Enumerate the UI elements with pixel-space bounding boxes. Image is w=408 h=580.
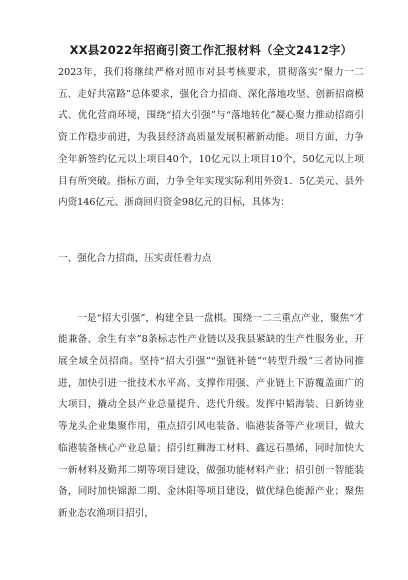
section-body-paragraph: 一是“招大引强”，构建全县一盘棋。围绕一二三重点产业，聚焦“才能兼备、余生有幸”8条标志性产业链以及我县紧缺的生产性服务业，开展全域全员招商。坚持“招大引强”“强链补链”“转型升级”三者协同推进，加快引进一批技术水平高、支撑作用强、产业链上下游覆盖面广的大项目，撬动全县产业总量提升、迭代升级。发挥中韬海装、日新铸业等龙头企业集聚作用，重点招引风电装备、临港装备等产业项目，做大临港装备核心产业总量；招引红狮海工材料、鑫远石墨烯，同时加快大一新材料及勤邦二期等项目建设，做强功能材料产业；招引创一智能装备，同时加快锦源二期、金沐阳等项目建设，做优绿色能源产业；聚焦新业态农渔项目招引， bbox=[58, 312, 364, 519]
intro-paragraph: 2023年，我们将继续严格对照市对县考核要求，贯彻落实“聚力一二五、走好共富路”总体要求，强化合力招商、深化落地攻坚、创新招商模式、优化营商环境，围绕“招大引强”与“落地转化”凝心聚力推动招商引资工作稳步前进，为我县经济高质量发展积蓄新动能。项目方面，力争全年新签约亿元以上项目40个，10亿元以上项目10个，50亿元以上项目有所突破。指标方面，力争全年实现实际利用外资1．5亿美元、县外内资146亿元、浙商回归资金98亿元的目标，具体为： bbox=[58, 67, 364, 209]
document-title: XX县2022年招商引资工作汇报材料（全文2412字） bbox=[69, 43, 353, 57]
section-heading: 一、强化合力招商，压实责任着力点 bbox=[58, 252, 212, 264]
document-page bbox=[58, 40, 364, 525]
